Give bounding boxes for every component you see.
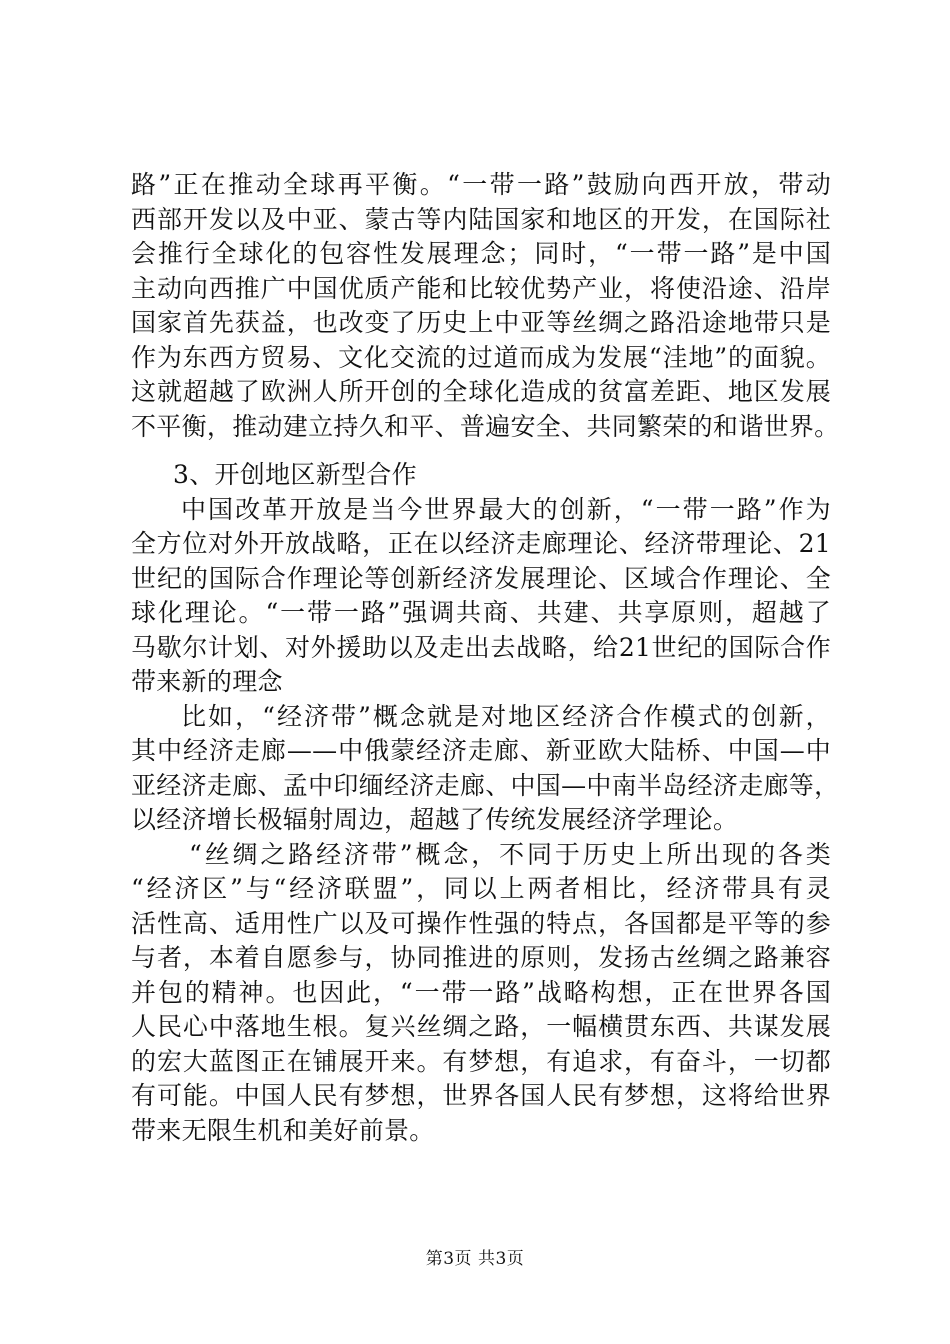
paragraph bbox=[131, 493, 831, 700]
text-line: 国家首先获益，也改变了历史上中亚等丝绸之路沿途地带只是 bbox=[131, 308, 831, 337]
text-line: 全方位对外开放战略，正在以经济走廊理论、经济带理论、21 bbox=[131, 529, 831, 558]
page-number: 第3页 共3页 bbox=[425, 1249, 525, 1269]
text-line: 亚经济走廊、孟中印缅经济走廊、中国—中南半岛经济走廊等， bbox=[131, 770, 840, 800]
text-line: 球化理论。“一带一路”强调共商、共建、共享原则，超越了 bbox=[131, 598, 831, 627]
text-line: 的宏大蓝图正在铺展开来。有梦想，有追求，有奋斗，一切都 bbox=[131, 1046, 831, 1076]
text-line: 并包的精神。也因此，“一带一路”战略构想，正在世界各国 bbox=[131, 977, 831, 1007]
text-line: 其中经济走廊——中俄蒙经济走廊、新亚欧大陆桥、中国—中 bbox=[131, 736, 831, 765]
text-line: 与者，本着自愿参与，协同推进的原则，发扬古丝绸之路兼容 bbox=[131, 943, 831, 972]
text-line: 中国改革开放是当今世界最大的创新，“一带一路”作为 bbox=[181, 494, 831, 524]
text-line: 世纪的国际合作理论等创新经济发展理论、区域合作理论、全 bbox=[131, 563, 831, 593]
text-line: “丝绸之路经济带”概念，不同于历史上所出现的各类 bbox=[189, 839, 831, 869]
text-line: 会推行全球化的包容性发展理念；同时，“一带一路”是中国 bbox=[131, 239, 831, 268]
text-line: 有可能。中国人民有梦想，世界各国人民有梦想，这将给世界 bbox=[131, 1081, 831, 1110]
paragraph bbox=[131, 700, 840, 838]
paragraph bbox=[131, 838, 831, 1149]
text-line: “经济区”与“经济联盟”，同以上两者相比，经济带具有灵 bbox=[131, 874, 831, 903]
text-line: 人民心中落地生根。复兴丝绸之路，一幅横贯东西、共谋发展 bbox=[131, 1012, 831, 1041]
text-line: 路”正在推动全球再平衡。“一带一路”鼓励向西开放，带动 bbox=[131, 170, 831, 199]
text-line: 作为东西方贸易、文化交流的过道而成为发展“洼地”的面貌。 bbox=[131, 342, 831, 372]
page-footer bbox=[0, 1244, 950, 1269]
text-line: 马歇尔计划、对外援助以及走出去战略，给21世纪的国际合作 bbox=[131, 632, 831, 662]
section-heading: 3、开创地区新型合作 bbox=[173, 460, 417, 489]
text-line: 这就超越了欧洲人所开创的全球化造成的贫富差距、地区发展 bbox=[131, 377, 831, 406]
paragraph bbox=[131, 168, 840, 444]
text-line: 比如，“经济带”概念就是对地区经济合作模式的创新， bbox=[181, 701, 831, 731]
text-line: 以经济增长极辐射周边，超越了传统发展经济学理论。 bbox=[131, 805, 739, 834]
text-line: 主动向西推广中国优质产能和比较优势产业，将使沿途、沿岸 bbox=[131, 273, 831, 303]
text-line: 活性高、适用性广以及可操作性强的特点，各国都是平等的参 bbox=[131, 908, 831, 938]
text-line: 带来新的理念 bbox=[131, 667, 283, 696]
text-line: 西部开发以及中亚、蒙古等内陆国家和地区的开发，在国际社 bbox=[131, 204, 831, 234]
document-body bbox=[131, 168, 840, 1148]
text-line: 不平衡，推动建立持久和平、普遍安全、共同繁荣的和谐世界。 bbox=[131, 411, 840, 441]
text-line: 带来无限生机和美好前景。 bbox=[131, 1115, 435, 1145]
